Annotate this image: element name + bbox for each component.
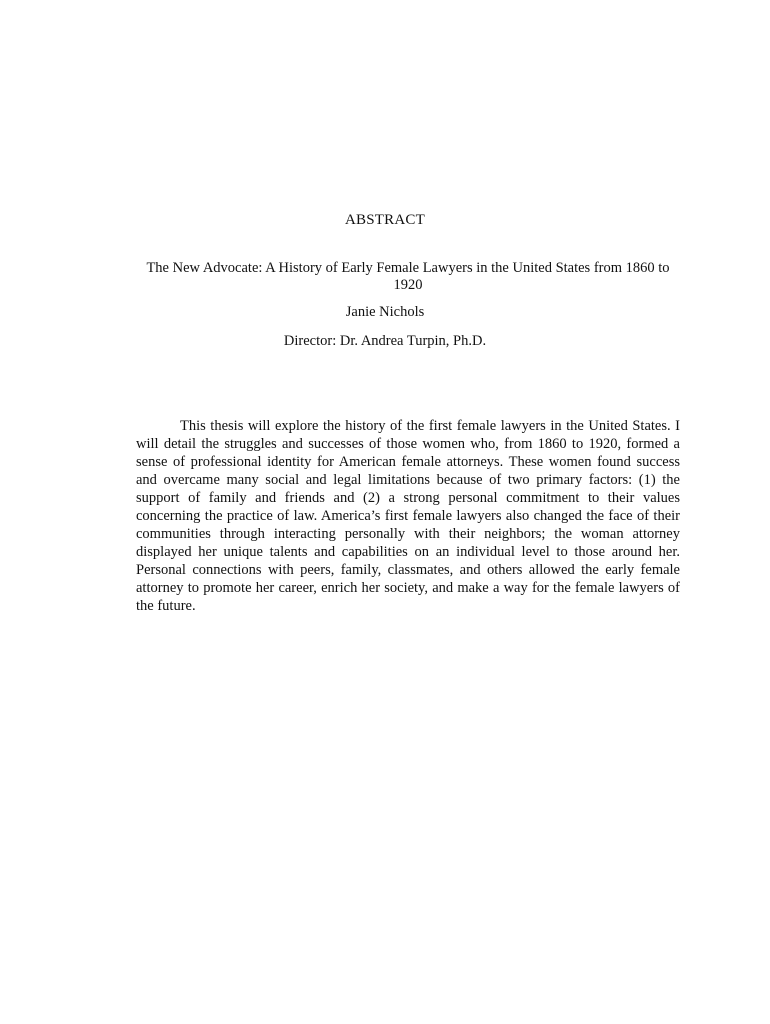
author-name: Janie Nichols xyxy=(345,304,425,320)
thesis-title: The New Advocate: A History of Early Female Lawyers in the United States from 1860 to 1920 xyxy=(146,260,670,293)
abstract-body-paragraph: This thesis will explore the history of the first female lawyers in the United States. I will detail the struggles and successes of those women who, from 1860 to 1920, formed a sense of professional identity for American female attorneys. These women found success and overcame many social and legal limitations because of two primary factors: (1) the support of family and friends and (2) a strong personal commitment to their values concerning the practice of law. America’s first female lawyers also changed the face of their communities through interacting personally with their neighbors; the woman attorney displayed her unique talents and capabilities on an individual level to those around her. Personal connections with peers, family, classmates, and others allowed the early female attorney to promote her career, enrich her society, and make a way for the female lawyers of the future. xyxy=(136,418,680,614)
director-line: Director: Dr. Andrea Turpin, Ph.D. xyxy=(283,333,487,349)
abstract-heading: ABSTRACT xyxy=(345,212,425,228)
